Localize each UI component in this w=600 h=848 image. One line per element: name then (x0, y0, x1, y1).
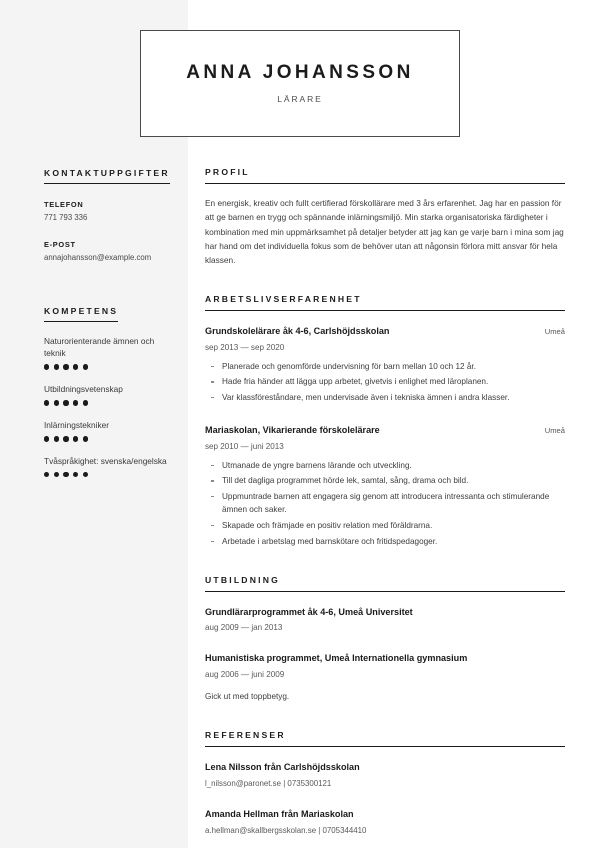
references-heading: REFERENSER (205, 730, 565, 747)
experience-heading: ARBETSLIVSERFARENHET (205, 294, 565, 311)
experience-bullet: Planerade och genomförde undervisning för barn mellan 10 och 12 år. (205, 360, 565, 373)
skill-dot (83, 364, 88, 369)
skill-dot (44, 400, 49, 405)
skill-dot (44, 472, 49, 477)
skill-dot (73, 436, 78, 441)
reference-name: Amanda Hellman från Mariaskolan (205, 808, 354, 819)
experience-bullet: Till det dagliga programmet hörde lek, samtal, sång, drama och bild. (205, 474, 565, 487)
email-label: E-POST (44, 239, 76, 249)
sidebar (44, 163, 174, 477)
skill-dot (63, 436, 68, 441)
experience-bullet: Utmanade de yngre barnens lärande och utveckling. (205, 459, 565, 472)
skill-item (44, 456, 174, 478)
contact-heading: KONTAKTUPPGIFTER (44, 168, 170, 184)
skill-level-dots (44, 436, 174, 441)
skills-section (44, 301, 174, 478)
reference-entry (205, 761, 565, 788)
skill-dot (83, 436, 88, 441)
skill-level-dots (44, 472, 174, 477)
email-value: annajohansson@example.com (44, 252, 152, 262)
skill-dot (54, 400, 59, 405)
reference-name: Lena Nilsson från Carlshöjdsskolan (205, 761, 360, 772)
experience-bullet: Var klassföreståndare, men undervisade även i tekniska ämnen i andra klasser. (205, 391, 565, 404)
skill-item (44, 336, 174, 370)
skill-item (44, 420, 174, 442)
education-entry (205, 606, 565, 632)
skill-dot (63, 400, 68, 405)
experience-bullet-list (205, 459, 565, 549)
experience-date-range: sep 2013 — sep 2020 (205, 342, 285, 352)
skills-list (44, 336, 174, 478)
education-date-range: aug 2006 — juni 2009 (205, 669, 285, 679)
skills-heading: KOMPETENS (44, 306, 118, 322)
education-title: Humanistiska programmet, Umeå Internationella gymnasium (205, 653, 468, 664)
skill-dot (83, 472, 88, 477)
profile-text: En energisk, kreativ och fullt certifierad förskollärare med 3 års erfarenhet. Jag har en passion för att ge barnen en trygg och spännande inlärningsmiljö. Min starka organisatoriska färdigheter i kombination med min uppmärksamhet på detaljer betyder att jag kan ge varje barn i mina som jag har hand om det individuella fokus som de behöver utan att någonsin förlora mitt ansvar för hela klassen. (205, 198, 564, 266)
skill-dot (73, 364, 78, 369)
experience-bullet: Uppmuntrade barnen att engagera sig genom att introducera intressanta och stimulerande ämnen och saker. (205, 490, 565, 517)
education-heading: UTBILDNING (205, 575, 565, 592)
skill-name: Inlärningstekniker (44, 419, 110, 430)
phone-label: TELEFON (44, 200, 84, 209)
education-entry (205, 652, 565, 702)
references-section (205, 730, 565, 835)
skill-name: Naturorienterande ämnen och teknik (44, 335, 155, 358)
phone-block (44, 200, 174, 224)
page-title: ANNA JOHANSSON (186, 62, 414, 83)
skill-dot (54, 364, 59, 369)
skill-dot (44, 364, 49, 369)
skill-name: Tvåspråkighet: svenska/engelska (44, 455, 167, 466)
reference-contact: a.hellman@skallbergsskolan.se | 0705344410 (205, 826, 367, 836)
education-note: Gick ut med toppbetyg. (205, 691, 290, 701)
skill-dot (44, 436, 49, 441)
skill-dot (54, 472, 59, 477)
experience-location: Umeå (544, 426, 565, 436)
skill-dot (73, 472, 78, 477)
profile-heading: PROFIL (205, 167, 565, 184)
skill-dot (83, 400, 88, 405)
experience-entry (205, 424, 565, 548)
education-list (205, 606, 565, 702)
main-content (205, 167, 565, 835)
skill-item (44, 384, 174, 406)
skill-level-dots (44, 364, 174, 369)
contact-section (44, 163, 174, 264)
profile-section (205, 167, 565, 267)
experience-date-range: sep 2010 — juni 2013 (205, 441, 284, 451)
education-date-range: aug 2009 — jan 2013 (205, 623, 283, 633)
experience-title: Mariaskolan, Vikarierande förskolelärare (205, 425, 380, 436)
experience-bullet: Skapade och främjade en positiv relation med föräldrarna. (205, 519, 565, 532)
experience-entry-header (205, 325, 565, 338)
experience-bullet-list (205, 360, 565, 405)
education-title: Grundlärarprogrammet åk 4-6, Umeå Universitet (205, 607, 413, 618)
job-title: LÄRARE (277, 93, 323, 104)
references-list (205, 761, 565, 835)
experience-entry-header (205, 424, 565, 437)
phone-value: 771 793 336 (44, 213, 88, 222)
skill-dot (73, 400, 78, 405)
skill-name: Utbildningsvetenskap (44, 383, 123, 394)
skill-dot (63, 472, 68, 477)
education-section (205, 575, 565, 702)
skill-dot (54, 436, 59, 441)
experience-entry (205, 325, 565, 404)
name-header-box (140, 30, 460, 137)
reference-entry (205, 808, 565, 835)
experience-title: Grundskolelärare åk 4-6, Carlshöjdsskolan (205, 326, 390, 337)
skill-level-dots (44, 400, 174, 405)
experience-bullet: Arbetade i arbetslag med barnskötare och fritidspedagoger. (205, 535, 565, 548)
experience-bullet: Hade fria händer att lägga upp arbetet, givetvis i enlighet med läroplanen. (205, 375, 565, 388)
experience-section (205, 294, 565, 548)
reference-contact: l_nilsson@paronet.se | 0735300121 (205, 778, 332, 788)
experience-list (205, 325, 565, 548)
email-block (44, 240, 174, 264)
experience-location: Umeå (544, 327, 565, 337)
skill-dot (63, 364, 68, 369)
